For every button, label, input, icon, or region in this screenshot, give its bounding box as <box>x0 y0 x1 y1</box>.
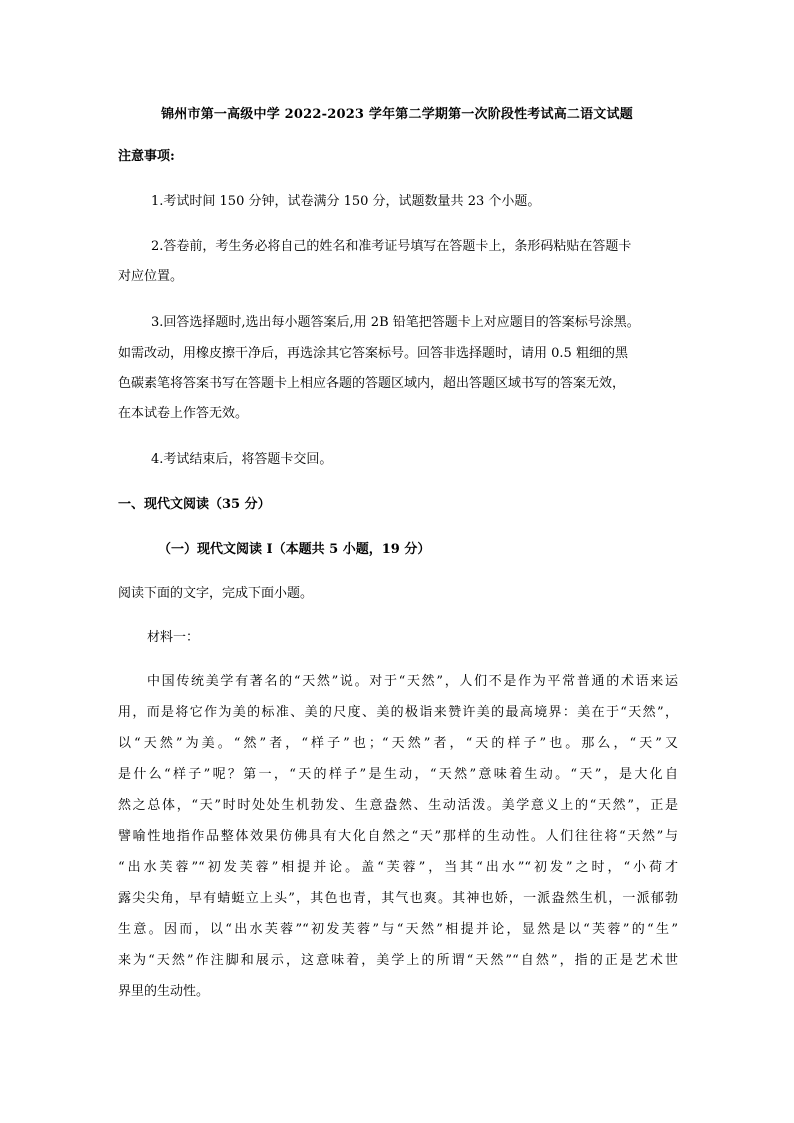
notice-item-4: 4.考试结束后，将答题卡交回。 <box>151 452 333 467</box>
passage-line: 譬喻性地指作品整体效果仿佛具有大化自然之“天”那样的生动性。人们往往将“天然”与 <box>118 829 678 844</box>
passage-line: “出水芙蓉”“初发芙蓉”相提并论。盖“芙蓉”，当其“出水”“初发”之时，“小荷才 <box>118 860 678 875</box>
passage-line: 露尖尖角，早有蜻蜓立上头”，其色也青，其气也爽。其神也娇，一派盎然生机，一派郁勃 <box>118 891 678 906</box>
passage-line: 然之总体，“天”时时处处生机勃发、生意盎然、生动活泼。美学意义上的“天然”，正是 <box>118 798 678 813</box>
notice-item-3-line-3: 色碳素笔将答案书写在答题卡上相应各题的答题区域内，超出答题区域书写的答案无效， <box>118 376 626 391</box>
notice-item-2-line-1: 2.答卷前，考生务必将自己的姓名和准考证号填写在答题卡上，条形码粘贴在答题卡 <box>151 239 632 254</box>
subsection-heading-1: （一）现代文阅读 I（本题共 5 小题，19 分） <box>158 542 431 557</box>
material-label: 材料一： <box>147 630 200 645</box>
exam-title: 锦州市第一高级中学 2022-2023 学年第二学期第一次阶段性考试高二语文试题 <box>161 107 633 122</box>
passage-line: 是什么“样子”呢？第一，“天的样子”是生动，“天然”意味着生动。“天”，是大化自 <box>118 767 678 782</box>
notice-item-3-line-2: 如需改动，用橡皮擦干净后，再选涂其它答案标号。回答非选择题时，请用 0.5 粗细的黑 <box>118 346 628 361</box>
passage-line: 中国传统美学有著名的“天然”说。对于“天然”，人们不是作为平常普通的术语来运 <box>147 674 678 689</box>
notice-item-3-line-1: 3.回答选择题时,选出每小题答案后,用 2B 铅笔把答题卡上对应题目的答案标号涂黑。 <box>151 315 640 330</box>
passage-line: 生意。因而，以“出水芙蓉”“初发芙蓉”与“天然”相提并论，显然是以“芙蓉”的“生” <box>118 922 678 937</box>
notice-heading: 注意事项: <box>118 149 175 164</box>
notice-item-1: 1.考试时间 150 分钟，试卷满分 150 分，试题数量共 23 个小题。 <box>151 194 541 209</box>
reading-instruction: 阅读下面的文字，完成下面小题。 <box>118 586 314 601</box>
passage-line: 以“天然”为美。“然”者，“样子”也；“天然”者，“天的样子”也。那么，“天”又 <box>118 736 678 751</box>
passage-line: 来为“天然”作注脚和展示，这意味着，美学上的所谓“天然”“自然”，指的正是艺术世 <box>118 953 678 968</box>
passage-line: 界里的生动性。 <box>118 984 210 999</box>
passage-line: 用，而是将它作为美的标准、美的尺度、美的极诣来赞许美的最高境界：美在于“天然”， <box>118 705 678 720</box>
notice-item-2-line-2: 对应位置。 <box>118 269 184 284</box>
notice-item-3-line-4: 在本试卷上作答无效。 <box>118 406 249 421</box>
section-heading-1: 一、现代文阅读（35 分） <box>118 497 271 512</box>
